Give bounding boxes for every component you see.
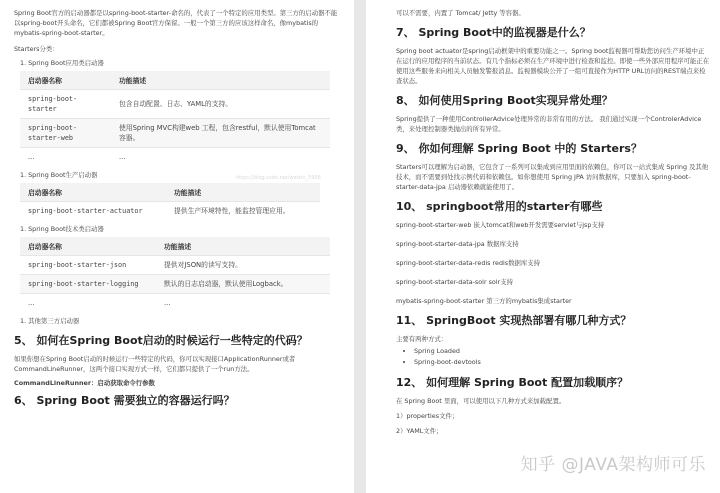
right-page (366, 0, 720, 493)
heading-q10: 10、 springboot常用的starter有哪些 (396, 200, 603, 213)
page-gutter (354, 0, 366, 493)
starter-item: mybatis-spring-boot-starter 第三方的mybatis集成starter (396, 297, 572, 305)
starter-item: spring-boot-starter-data-solr solr支持 (396, 278, 514, 286)
table-cell: ... (20, 148, 111, 167)
starter-item: spring-boot-starter-data-jpa 数据库支持 (396, 240, 519, 248)
config-item: 1）properties文件； (396, 412, 459, 420)
heading-q7: 7、 Spring Boot中的监视器是什么？ (396, 26, 591, 39)
starter-item: spring-boot-starter-data-redis redis数据库支持 (396, 259, 541, 267)
paragraph-q11: 主要有两种方式： (396, 335, 448, 343)
paragraph-q8: Spring提供了一种使用ControllerAdvice处理异常的非常有用的方法。 我们通过实现一个ControlerAdvice类，来处理控制器类抛出的所有异常。 (396, 115, 702, 133)
heading-q12: 12、 如何理解 Spring Boot 配置加载顺序？ (396, 376, 629, 389)
paragraph-q7: Spring boot actuator是spring启动框架中的重要功能之一。Spring boot监视器可帮助您访问生产环境中正在运行的应用程序的当前状态。有几个指标必须在生产环境中进行检查和监控。即使一些外部应用程序可能正在使用这些服务来向相关人员触发警报消息。监视器模块公开了一组可直接作为HTTP URL访问的REST端点来检查状态。 (396, 47, 710, 85)
heading-q11: 11、 SpringBoot 实现热部署有哪几种方式？ (396, 314, 632, 327)
list-item: • Spring Loaded (414, 346, 710, 357)
paragraph-q6: 可以不需要，内置了 Tomcat/ Jetty 等容器。 (396, 9, 525, 17)
intro-paragraph: Spring Boot官方的启动器都是以spring-boot-starter-命名的，代表了一个特定的应用类型。第三方的启动器不能以spring-boot开头命名，它们都被Spring Boot官方保留。一般一个第三方的应该这样命名，像mybatis的mybatis-spring-boot-starter。 (14, 9, 338, 37)
heading-q8: 8、 如何使用Spring Boot实现异常处理？ (396, 94, 613, 107)
paragraph-q5-runner: CommandLineRunner：启动获取命令行参数 (14, 379, 155, 387)
table-cell: spring-boot-starter-actuator (20, 202, 166, 221)
table-cell: spring-boot-starter (20, 90, 111, 119)
blog-watermark: https://blog.csdn.net/weixin_5908 (236, 175, 321, 181)
category-production: 1. Spring Boot生产启动器 (20, 171, 98, 179)
table-cell: spring-boot-starter-json (20, 256, 156, 275)
col-header: 功能描述 (111, 71, 330, 90)
paragraph-q9: Starters可以理解为启动器，它包含了一系列可以集成到应用里面的依赖包，你可以一站式集成 Spring 及其他技术，而不需要到处找示例代码和依赖包。如你想使用 Spring JPA 访问数据库，只要加入 spring-boot-starter-data-jpa 启动器依赖就能使用了。 (396, 163, 709, 191)
col-header: 功能描述 (156, 237, 330, 256)
config-item: 2）YAML文件； (396, 427, 443, 435)
table-cell: 提供生产环境特性，能监控管理应用。 (166, 202, 320, 221)
tech-starters-table (20, 237, 330, 312)
paragraph-q5: 如果你想在Spring Boot启动的时候运行一些特定的代码，你可以实现接口ApplicationRunner或者CommandLineRunner，这两个接口实现方式一样，它们都只提供了一个run方法。 (14, 355, 296, 373)
table-cell: 提供对JSON的读写支持。 (156, 256, 330, 275)
list-item: • Spring-boot-devtools (414, 357, 710, 368)
table-cell: ... (20, 294, 156, 313)
table-cell: spring-boot-starter-logging (20, 275, 156, 294)
category-third-party: 1. 其他第三方启动器 (20, 317, 80, 325)
col-header: 启动器名称 (20, 183, 166, 202)
col-header: 功能描述 (166, 183, 320, 202)
heading-q9: 9、 你如何理解 Spring Boot 中的 Starters？ (396, 142, 642, 155)
app-starters-table (20, 71, 330, 166)
heading-q5: 5、 如何在Spring Boot启动的时候运行一些特定的代码？ (14, 334, 308, 347)
production-starters-table (20, 183, 320, 220)
hot-deploy-list (396, 346, 710, 368)
category-tech: 1. Spring Boot技术类启动器 (20, 225, 104, 233)
paragraph-q12: 在 Spring Boot 里面，可以使用以下几种方式来加载配置。 (396, 397, 566, 405)
table-cell: 默认的日志启动器，默认使用Logback。 (156, 275, 330, 294)
table-cell: ... (111, 148, 330, 167)
col-header: 启动器名称 (20, 237, 156, 256)
categories-label: Starters分类： (14, 45, 59, 53)
col-header: 启动器名称 (20, 71, 111, 90)
category-app: 1. Spring Boot应用类启动器 (20, 59, 104, 67)
table-cell: ... (156, 294, 330, 313)
table-cell: 包含自动配置、日志、YAML的支持。 (111, 90, 330, 119)
left-page (0, 0, 354, 493)
starter-item: spring-boot-starter-web 嵌入tomcat和web开发需要servlet与jsp支持 (396, 221, 605, 229)
heading-q6: 6、 Spring Boot 需要独立的容器运行吗？ (14, 394, 235, 407)
zhihu-watermark: 知乎 @JAVA架构师可乐 (520, 455, 706, 475)
table-cell: 使用Spring MVC构建web 工程，包含restful，默认使用Tomcat容器。 (111, 119, 330, 148)
table-cell: spring-boot-starter-web (20, 119, 111, 148)
